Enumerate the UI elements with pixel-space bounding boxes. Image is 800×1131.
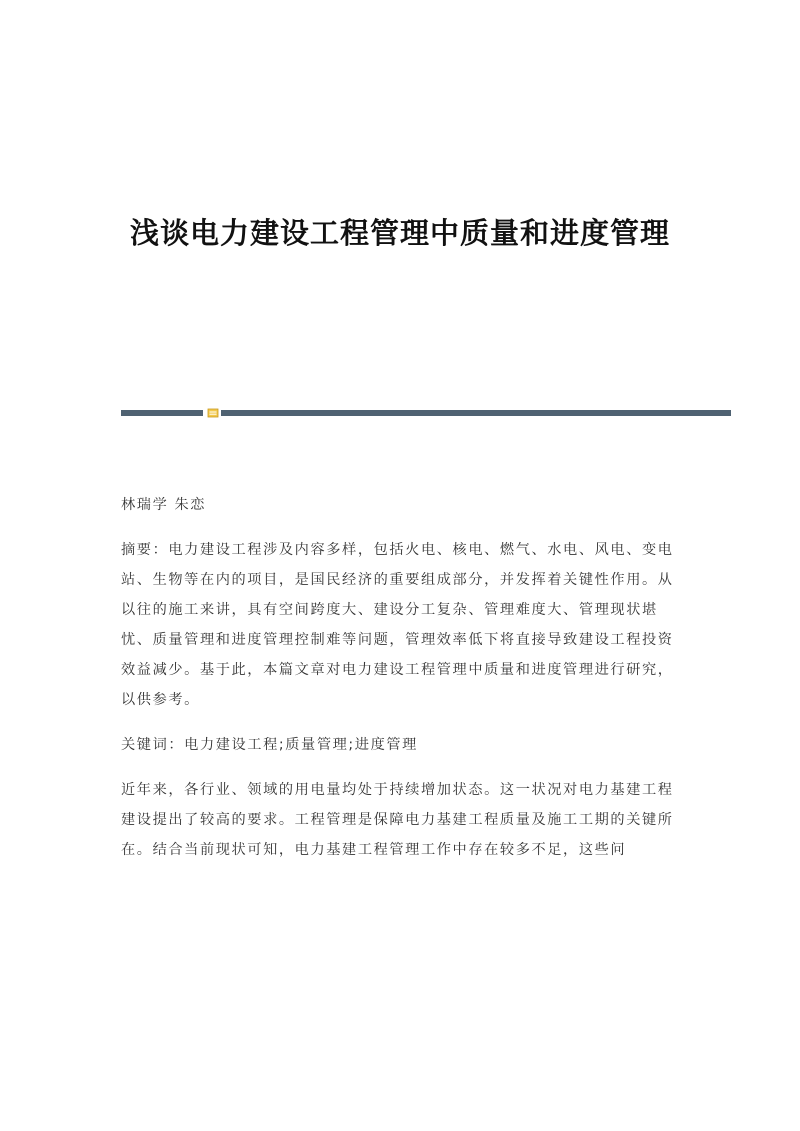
- divider-bar-left: [121, 410, 203, 416]
- body-paragraph: 近年来，各行业、领域的用电量均处于持续增加状态。这一状况对电力基建工程建设提出了较高的要求。工程管理是保障电力基建工程质量及施工工期的关键所在。结合当前现状可知，电力基建工程管理工作中存在较多不足，这些问: [121, 782, 674, 858]
- authors: 林瑞学 朱恋: [121, 497, 207, 513]
- keywords: 关键词：电力建设工程;质量管理;进度管理: [121, 737, 418, 753]
- abstract: 摘要：电力建设工程涉及内容多样，包括火电、核电、燃气、水电、风电、变电站、生物等在内的项目，是国民经济的重要组成部分，并发挥着关键性作用。从以往的施工来讲，具有空间跨度大、建设分工复杂、管理难度大、管理现状堪忧、质量管理和进度管理控制难等问题，管理效率低下将直接导致建设工程投资效益减少。基于此，本篇文章对电力建设工程管理中质量和进度管理进行研究，以供参考。: [121, 542, 674, 708]
- divider-ornament-icon: [207, 407, 219, 419]
- document-body: [121, 490, 681, 880]
- document-title: 浅谈电力建设工程管理中质量和进度管理: [129, 216, 670, 250]
- title-divider: [121, 407, 731, 419]
- divider-bar-right: [221, 410, 731, 416]
